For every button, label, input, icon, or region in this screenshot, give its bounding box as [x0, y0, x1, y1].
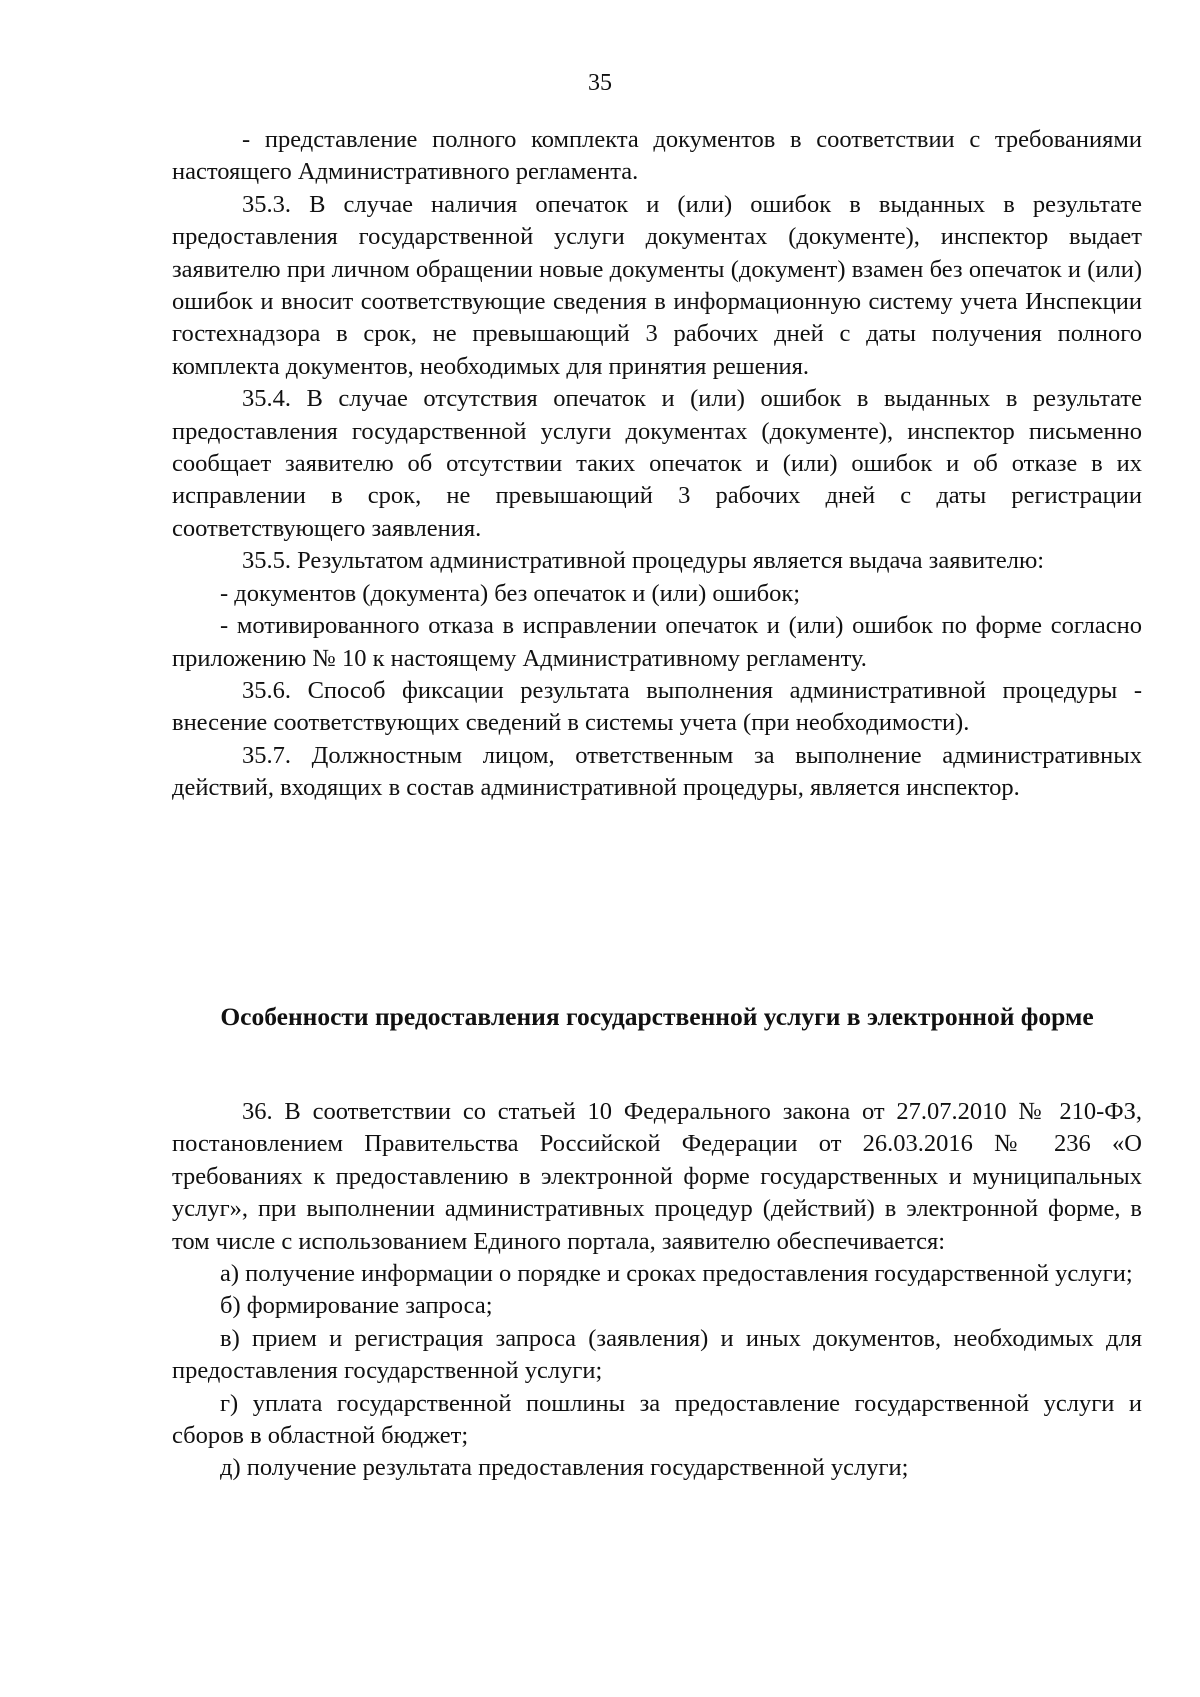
body-text-bottom — [172, 1096, 1142, 1485]
list-item: б) формирование запроса; — [220, 1292, 493, 1320]
list-item: а) получение информации о порядке и сроках предоставления государственной услуги; — [220, 1260, 1133, 1288]
body-text-top — [172, 124, 1142, 805]
list-item: д) получение результата предоставления государственной услуги; — [220, 1454, 909, 1482]
paragraph: 35.7. Должностным лицом, ответственным за выполнение административных действий, входящих в состав административной процедуры, является инспектор. — [172, 741, 1142, 802]
page-number: 35 — [588, 70, 612, 96]
list-item: в) прием и регистрация запроса (заявления) и иных документов, необходимых для предоставления государственной услуги; — [172, 1324, 1142, 1385]
paragraph: 35.5. Результатом административной процедуры является выдача заявителю: — [242, 547, 1045, 575]
list-item: г) уплата государственной пошлины за предоставление государственной услуги и сборов в областной бюджет; — [172, 1389, 1142, 1450]
paragraph: 35.4. В случае отсутствия опечаток и (или) ошибок в выданных в результате предоставления государственной услуги документах (документе), инспектор письменно сообщает заявителю об отсутствии таких опечаток и (или) ошибок и об отказе в их исправлении в срок, не превышающий 3 рабочих дней с даты регистрации соответствующего заявления. — [172, 385, 1142, 542]
paragraph: 35.6. Способ фиксации результата выполнения административной процедуры - внесение соответствующих сведений в системы учета (при необходимости). — [172, 676, 1142, 737]
paragraph: - представление полного комплекта документов в соответствии с требованиями настоящего Административного регламента. — [172, 126, 1142, 186]
section-heading: Особенности предоставления государственной услуги в электронной форме — [220, 1002, 1094, 1031]
paragraph: 35.3. В случае наличия опечаток и (или) ошибок в выданных в результате предоставления государственной услуги документах (документе), инспектор выдает заявителю при личном обращении новые документы (документ) взамен без опечаток и (или) ошибок и вносит соответствующие сведения в информационную систему учета Инспекции гостехнадзора в срок, не превышающий 3 рабочих дней с даты получения полного комплекта документов, необходимых для принятия решения. — [172, 190, 1142, 380]
list-item: - мотивированного отказа в исправлении опечаток и (или) ошибок по форме согласно приложению № 10 к настоящему Административному регламенту. — [172, 612, 1142, 672]
list-item: - документов (документа) без опечаток и (или) ошибок; — [220, 579, 801, 607]
paragraph: 36. В соответствии со статьей 10 Федерального закона от 27.07.2010 № 210-ФЗ, постановлением Правительства Российской Федерации от 26.03.2016 № 236 «О требованиях к предоставлению в электронной форме государственных и муниципальных услуг», при выполнении административных процедур (действий) в электронной форме, в том числе с использованием Единого портала, заявителю обеспечивается: — [172, 1098, 1142, 1255]
